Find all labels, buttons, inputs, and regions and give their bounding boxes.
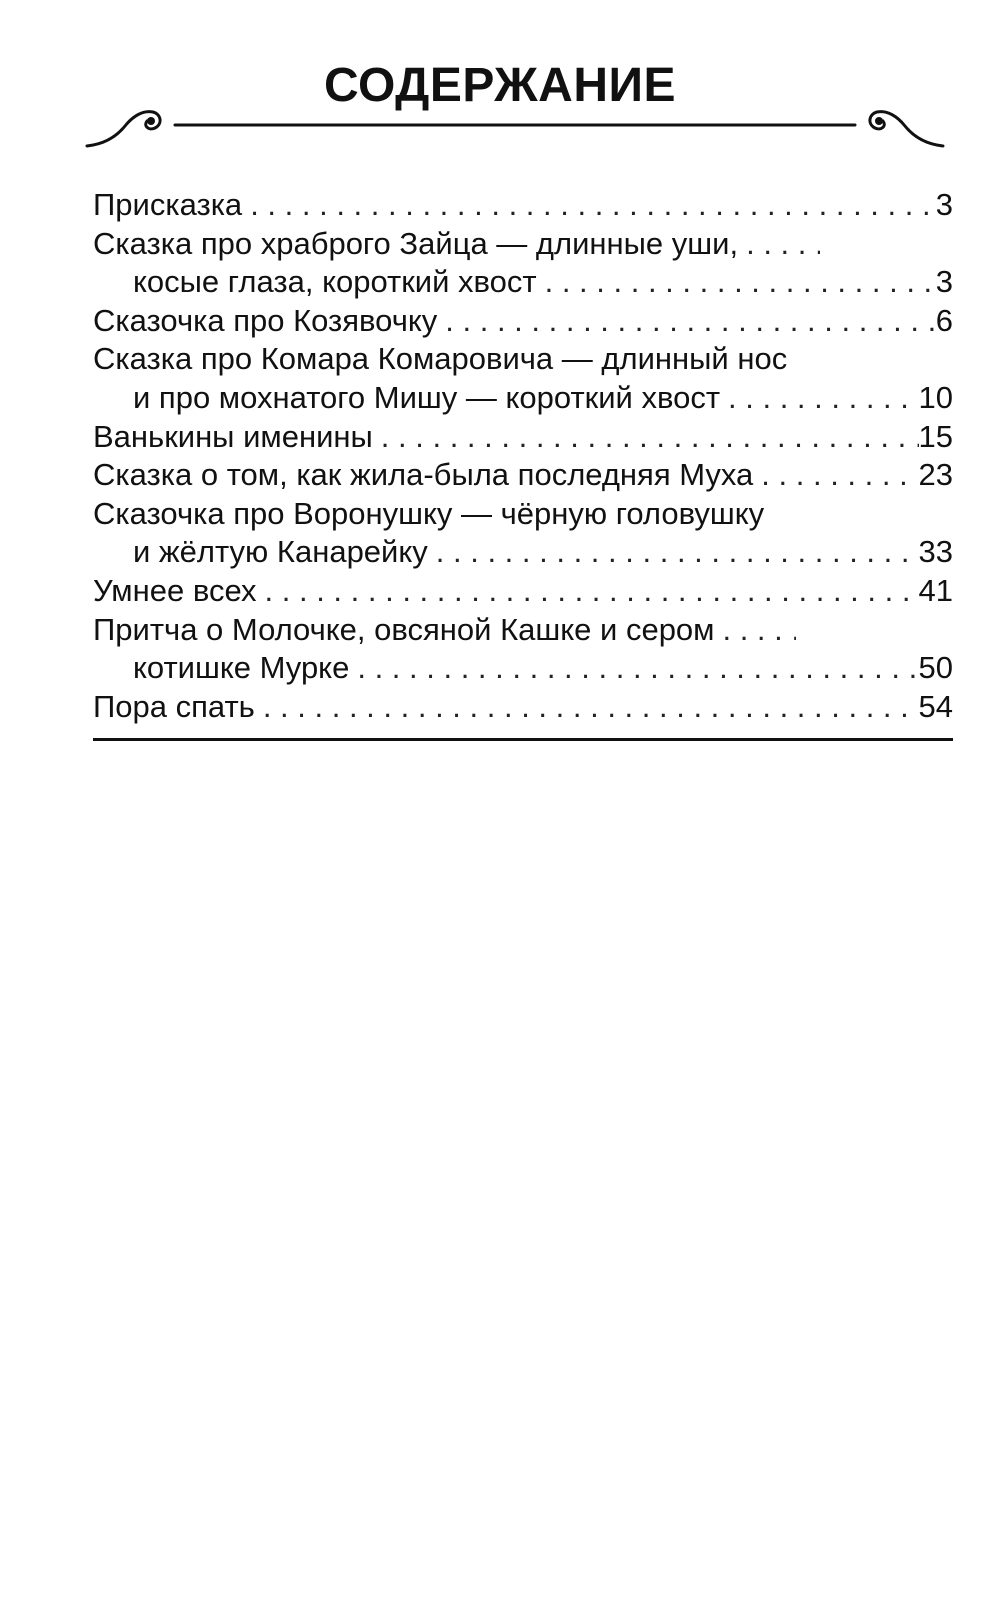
bottom-rule xyxy=(93,738,953,741)
toc-page-number: 33 xyxy=(918,534,953,570)
dot-leader xyxy=(242,186,936,225)
table-of-contents xyxy=(93,186,953,726)
toc-page-number: 15 xyxy=(918,418,953,454)
toc-entry-title: Притча о Молочке, овсяной Кашке и сером xyxy=(93,611,715,647)
toc-line xyxy=(93,340,953,379)
toc-entry-title: Сказочка про Воронушку — чёрную головушку xyxy=(93,495,765,531)
dot-leader xyxy=(257,572,919,611)
toc-entry-title: Сказочка про Козявочку xyxy=(93,302,438,338)
toc-line xyxy=(93,186,953,225)
dot-leader xyxy=(373,418,919,457)
toc-line xyxy=(93,379,953,418)
toc-page-number: 41 xyxy=(918,572,953,608)
toc-page-number: 3 xyxy=(935,264,953,300)
dot-leader xyxy=(753,456,918,495)
toc-line xyxy=(93,225,953,264)
toc-line xyxy=(93,263,953,302)
toc-line xyxy=(93,418,953,457)
toc-entry-title: Умнее всех xyxy=(93,572,257,608)
toc-entry-title: Сказка о том, как жила-была последняя Муха xyxy=(93,457,754,493)
toc-entry-title: и про мохнатого Мишу — короткий хвост xyxy=(133,379,721,415)
dot-leader xyxy=(738,225,820,264)
toc-entry-title: Присказка xyxy=(93,187,243,222)
toc-line xyxy=(93,572,953,611)
toc-page-number: 3 xyxy=(935,187,953,222)
dot-leader xyxy=(720,379,918,418)
page-title: СОДЕРЖАНИЕ xyxy=(324,59,676,112)
toc-entry-title: Пора спать xyxy=(93,688,255,724)
dot-leader xyxy=(714,611,796,650)
dot-leader xyxy=(428,533,919,572)
toc-entry-title: косые глаза, короткий хвост xyxy=(133,264,537,300)
dot-leader xyxy=(255,688,919,727)
toc-page-number: 23 xyxy=(918,457,953,493)
toc-entry-title: Ванькины именины xyxy=(93,418,373,454)
title-ornament xyxy=(85,98,945,158)
dot-leader xyxy=(437,302,935,341)
toc-entry-title: Сказка про Комара Комаровича — длинный нос xyxy=(93,341,788,377)
toc-line xyxy=(93,456,953,495)
toc-entry-title: и жёлтую Канарейку xyxy=(133,534,428,570)
dot-leader xyxy=(537,263,936,302)
toc-page-number: 10 xyxy=(918,379,953,415)
toc-line xyxy=(93,302,953,341)
toc-line xyxy=(93,611,953,650)
toc-line xyxy=(93,688,953,727)
toc-entry-title: Сказка про храброго Зайца — длинные уши, xyxy=(93,225,739,261)
toc-page-number: 54 xyxy=(918,688,953,724)
toc-line xyxy=(93,533,953,572)
toc-page-number: 50 xyxy=(918,650,953,686)
dot-leader xyxy=(349,649,918,688)
toc-page-number: 6 xyxy=(935,302,953,338)
toc-line xyxy=(93,649,953,688)
toc-line xyxy=(93,495,953,534)
toc-entry-title: котишке Мурке xyxy=(133,650,350,686)
